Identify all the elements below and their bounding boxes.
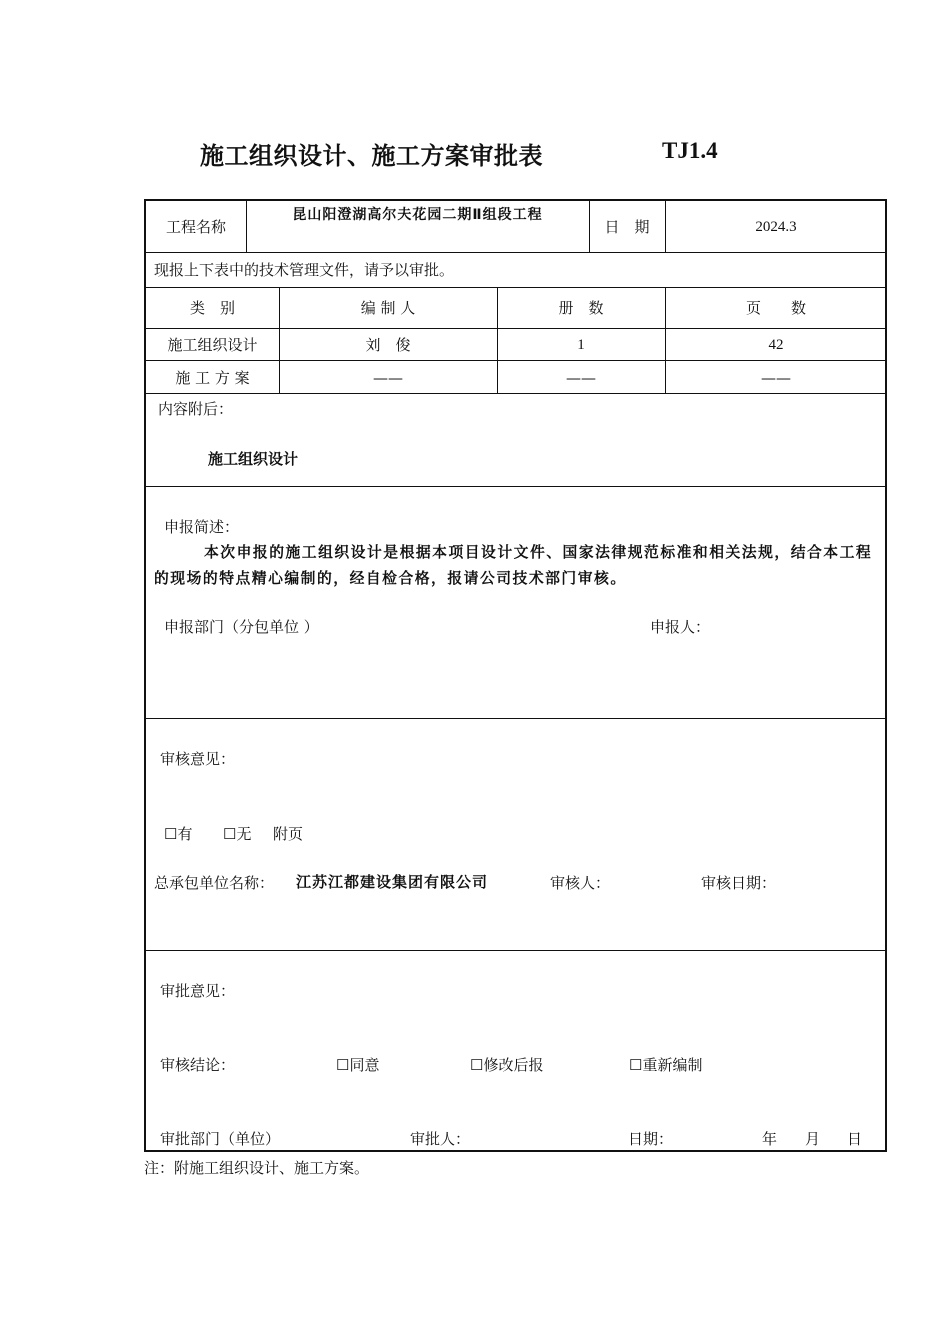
row-divider [146, 360, 885, 361]
row-divider [146, 950, 885, 951]
row-divider [146, 252, 885, 253]
intro-text: 现报上下表中的技术管理文件，请予以审批。 [154, 261, 455, 279]
contractor-name: 江苏江都建设集团有限公司 [296, 873, 489, 891]
approval-dept-label: 审批部门（单位） [160, 1130, 281, 1148]
conclusion-label: 审核结论： [160, 1056, 236, 1074]
review-label: 审核意见： [160, 750, 236, 768]
year-label: 年 [762, 1130, 778, 1148]
checkbox-icon: ☐ [336, 1056, 350, 1074]
approval-label: 审批意见： [160, 982, 236, 1000]
month-label: 月 [805, 1130, 821, 1148]
checkbox-redo[interactable] [629, 1055, 702, 1075]
row-divider [146, 328, 885, 329]
col-header-volumes: 册 数 [558, 299, 604, 317]
submission-label: 申报简述： [164, 518, 240, 536]
date-value: 2024.3 [755, 219, 797, 235]
checkbox-icon: ☐ [164, 825, 178, 843]
approval-date-label: 日期： [628, 1130, 674, 1148]
reviewer-label: 审核人： [550, 874, 611, 892]
row-divider [146, 287, 885, 288]
table-cell: 1 [577, 337, 585, 353]
checkbox-yes-label: 有 [177, 825, 193, 843]
checkbox-icon: ☐ [470, 1056, 484, 1074]
checkbox-redo-label: 重新编制 [642, 1056, 703, 1074]
table-cell: 刘 俊 [365, 336, 411, 354]
table-cell: 施工组织设计 [167, 336, 258, 354]
checkbox-agree[interactable] [336, 1055, 379, 1075]
contractor-label: 总承包单位名称： [154, 874, 275, 892]
checkbox-agree-label: 同意 [349, 1056, 380, 1074]
checkbox-no[interactable] [223, 824, 251, 844]
table-cell: —— [373, 369, 403, 387]
project-name-label: 工程名称 [165, 218, 226, 236]
page-title: 施工组织设计、施工方案审批表 [200, 141, 543, 170]
col-header-author: 编 制 人 [360, 299, 416, 317]
checkbox-revise-label: 修改后报 [483, 1056, 544, 1074]
checkbox-icon: ☐ [223, 825, 237, 843]
date-label: 日 期 [604, 218, 650, 236]
attachment-label: 内容附后： [158, 400, 234, 418]
approval-form [144, 199, 887, 1152]
checkbox-icon: ☐ [629, 1056, 643, 1074]
appendix-label: 附页 [273, 825, 304, 843]
attachment-item: 施工组织设计 [208, 450, 299, 468]
row-divider [146, 393, 885, 394]
submission-dept-label: 申报部门（分包单位 ） [164, 618, 319, 636]
form-code: TJ1.4 [662, 138, 718, 163]
row-divider [146, 486, 885, 487]
table-cell: —— [566, 369, 596, 387]
table-cell: —— [761, 369, 791, 387]
submission-text: 本次申报的施工组织设计是根据本项目设计文件、国家法律规范标准和相关法规，结合本工程的现场的特点精心编制的，经自检合格，报请公司技术部门审核。 [154, 544, 873, 587]
table-cell: 42 [768, 337, 784, 353]
col-header-pages: 页 数 [745, 299, 806, 317]
col-header-category: 类 别 [189, 299, 235, 317]
approver-label: 审批人： [410, 1130, 471, 1148]
footnote: 注：附施工组织设计、施工方案。 [144, 1159, 370, 1177]
day-label: 日 [847, 1130, 863, 1148]
checkbox-no-label: 无 [236, 825, 252, 843]
checkbox-yes[interactable] [164, 824, 192, 844]
review-date-label: 审核日期： [701, 874, 777, 892]
row-divider [146, 718, 885, 719]
table-cell: 施 工 方 案 [175, 369, 250, 387]
col-divider [246, 201, 247, 252]
checkbox-revise[interactable] [470, 1055, 543, 1075]
project-name-value: 昆山阳澄湖高尔夫花园二期Ⅱ组段工程 [292, 207, 543, 223]
submitter-label: 申报人： [650, 618, 711, 636]
